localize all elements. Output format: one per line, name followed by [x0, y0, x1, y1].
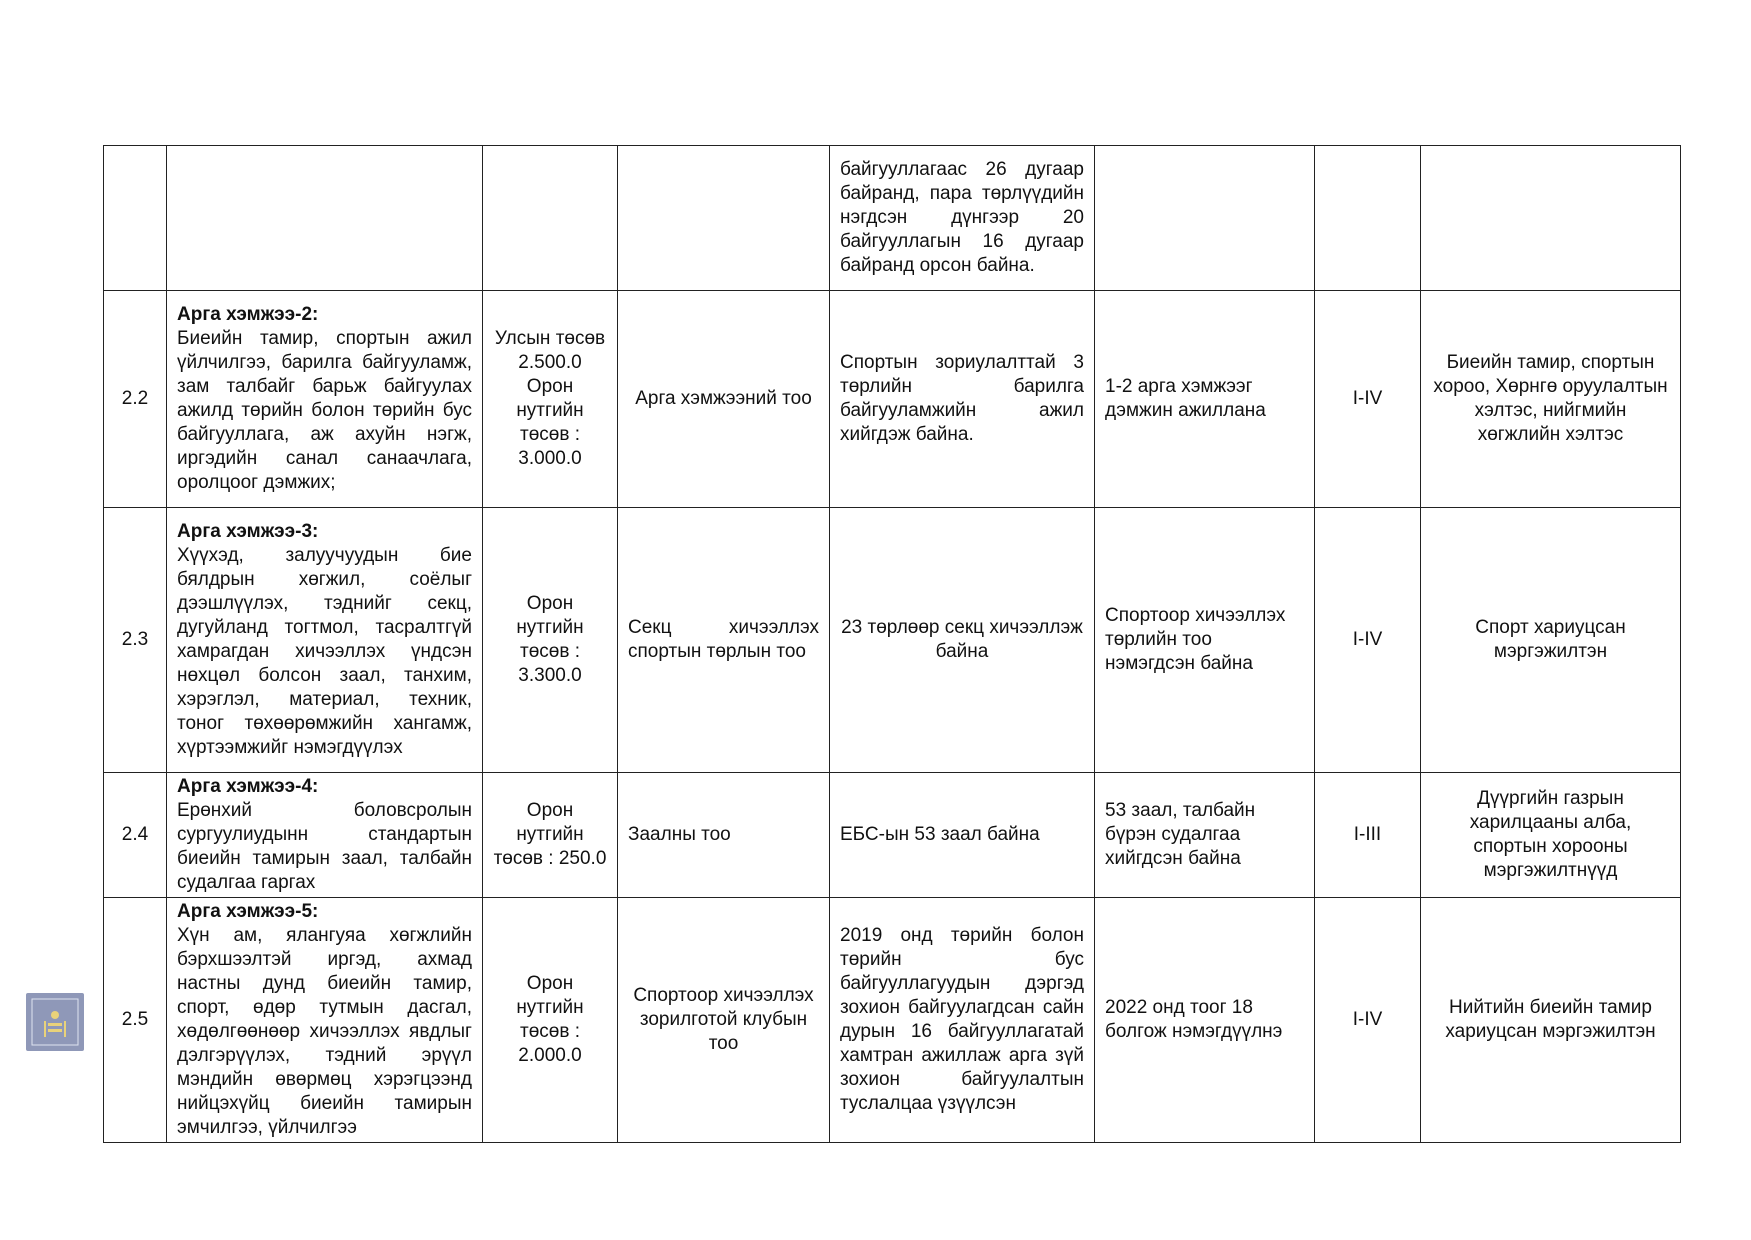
- baseline-cell: Спортын зориулалттай 3 төрлийн барилга байгууламжийн ажил хийгдэж байна.: [830, 291, 1095, 508]
- action-plan-table: [103, 145, 1681, 1143]
- responsible-cell: [1421, 146, 1681, 291]
- measure-cell: [167, 291, 483, 508]
- target-cell: 2022 онд тоог 18 болгож нэмэгдүүлнэ: [1095, 898, 1315, 1143]
- row-number: 2.3: [104, 508, 167, 773]
- measure-cell: [167, 773, 483, 898]
- budget-cell: Улсын төсөв 2.500.0 Орон нутгийн төсөв : 3.000.0: [483, 291, 618, 508]
- measure-title: Арга хэмжээ-2:: [177, 304, 319, 325]
- table-row: [104, 898, 1681, 1143]
- table-row: [104, 773, 1681, 898]
- baseline-cell: 2019 онд төрийн болон төрийн бус байгууллагуудын дэргэд зохион байгуулагдсан сайн дурын 16 байгууллагатай хамтран ажиллаж арга зүй зохион байгуулалтын туслалцаа үзүүлсэн: [830, 898, 1095, 1143]
- indicator-cell: Спортоор хичээллэх зорилготой клубын тоо: [618, 898, 830, 1143]
- measure-text: Биеийн тамир, спортын ажил үйлчилгээ, барилга байгууламж, зам талбайг барьж байгуулах ажилд төрийн болон төрийн бус байгууллага, аж ахуйн нэгж, иргэдийн санал санаачлага, оролцоог дэмжих;: [177, 328, 472, 493]
- period-cell: I-IV: [1315, 291, 1421, 508]
- responsible-cell: Спорт хариуцсан мэргэжилтэн: [1421, 508, 1681, 773]
- row-number: 2.2: [104, 291, 167, 508]
- measure-cell: [167, 898, 483, 1143]
- row-number: 2.5: [104, 898, 167, 1143]
- table-row: [104, 508, 1681, 773]
- period-cell: I-IV: [1315, 898, 1421, 1143]
- indicator-cell: [618, 146, 830, 291]
- baseline-cell: ЕБС-ын 53 заал байна: [830, 773, 1095, 898]
- budget-cell: Орон нутгийн төсөв : 2.000.0: [483, 898, 618, 1143]
- target-cell: Спортоор хичээллэх төрлийн тоо нэмэгдсэн байна: [1095, 508, 1315, 773]
- indicator-cell: Секц хичээллэх спортын төрлын тоо: [618, 508, 830, 773]
- measure-text: Хүүхэд, залуучуудын бие бялдрын хөгжил, соёлыг дээшлүүлэх, тэднийг секц, дугуйланд тогтмол, тасралтгүй хамрагдан хичээллэх үндсэн нөхцөл болсон заал, танхим, хэрэглэл, материал, техник, тоног төхөөрөмжийн хангамж, хүртээмжийг нэмэгдүүлэх: [177, 545, 472, 758]
- budget-cell: Орон нутгийн төсөв : 3.300.0: [483, 508, 618, 773]
- table-row: [104, 146, 1681, 291]
- indicator-cell: Заалны тоо: [618, 773, 830, 898]
- row-number: [104, 146, 167, 291]
- responsible-cell: Нийтийн биеийн тамир хариуцсан мэргэжилтэн: [1421, 898, 1681, 1143]
- measure-title: Арга хэмжээ-4:: [177, 776, 319, 797]
- target-cell: 1-2 арга хэмжээг дэмжин ажиллана: [1095, 291, 1315, 508]
- target-cell: 53 заал, талбайн бүрэн судалгаа хийгдсэн байна: [1095, 773, 1315, 898]
- responsible-cell: Дүүргийн газрын харилцааны алба, спортын хорооны мэргэжилтнүүд: [1421, 773, 1681, 898]
- baseline-cell: 23 төрлөөр секц хичээллэж байна: [830, 508, 1095, 773]
- table-row: [104, 291, 1681, 508]
- row-number: 2.4: [104, 773, 167, 898]
- measure-text: Хүн ам, ялангуяа хөгжлийн бэрхшээлтэй иргэд, ахмад настны дунд биеийн тамир, спорт, өдөр тутмын дасгал, хөдөлгөөнөөр хичээллэх явдлыг дэлгэрүүлэх, тэдний эрүүл мэндийн өвөрмөц хэрэгцээнд нийцэхүйц биеийн тамирын эмчилгээ, үйлчилгээ: [177, 925, 472, 1138]
- indicator-cell: Арга хэмжээний тоо: [618, 291, 830, 508]
- budget-cell: [483, 146, 618, 291]
- measure-cell: [167, 508, 483, 773]
- responsible-cell: Биеийн тамир, спортын хороо, Хөрнгө оруулалтын хэлтэс, нийгмийн хөгжлийн хэлтэс: [1421, 291, 1681, 508]
- measure-title: Арга хэмжээ-5:: [177, 901, 319, 922]
- period-cell: I-III: [1315, 773, 1421, 898]
- period-cell: [1315, 146, 1421, 291]
- measure-text: Ерөнхий боловсролын сургуулиудынн стандартын биеийн тамирын заал, талбайн судалгаа гаргах: [177, 800, 472, 893]
- target-cell: [1095, 146, 1315, 291]
- period-cell: I-IV: [1315, 508, 1421, 773]
- soyombo-emblem-icon: [26, 993, 84, 1051]
- budget-cell: Орон нутгийн төсөв : 250.0: [483, 773, 618, 898]
- measure-title: Арга хэмжээ-3:: [177, 521, 319, 542]
- baseline-cell: байгууллагаас 26 дугаар байранд, пара төрлүүдийн нэгдсэн дүнгээр 20 байгууллагын 16 дугаар байранд орсон байна.: [830, 146, 1095, 291]
- measure-cell: [167, 146, 483, 291]
